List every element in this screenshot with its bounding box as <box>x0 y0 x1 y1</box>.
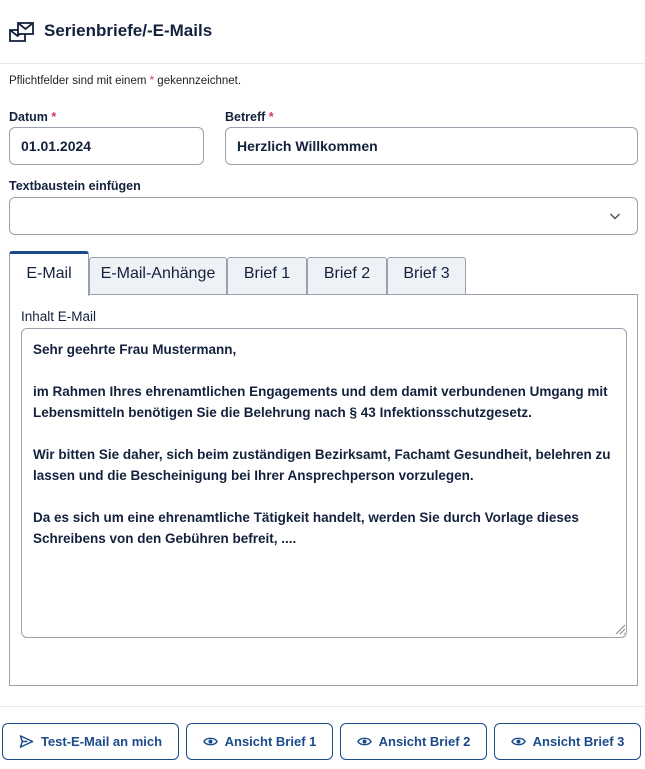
send-icon <box>19 734 34 749</box>
test-email-button[interactable] <box>2 723 179 760</box>
subject-label-text: Betreff <box>225 110 266 124</box>
hint-text: Pflichtfelder sind mit einem <box>9 75 150 87</box>
template-select[interactable] <box>9 197 638 235</box>
mail-merge-icon <box>9 21 35 45</box>
tab-email-attachments[interactable]: E-Mail-Anhänge <box>89 257 227 295</box>
chevron-down-icon <box>609 210 621 222</box>
date-label <box>9 110 56 124</box>
subject-required-marker: * <box>268 110 274 124</box>
required-marker: * <box>149 75 155 87</box>
email-content-textarea[interactable]: Sehr geehrte Frau Mustermann, im Rahmen Ihres ehrenamtlichen Engagements und dem damit verbundenen Umgang mit Lebensmitteln benötigen Sie die Belehrung nach § 43 Infektionsschutzgesetz. Wir bitten Sie daher, sich beim zuständigen Bezirksamt, Fachamt Gesundheit, belehren zu lassen und die Bescheinigung bei Ihrer Ansprechperson vorzulegen. Da es sich um eine ehrenamtliche Tätigkeit handelt, werden Sie durch Vorlage dieses Schreibens von den Gebühren befreit, .... <box>21 328 627 638</box>
content-label: Inhalt E-Mail <box>21 309 97 324</box>
view-letter-3-button[interactable] <box>494 723 641 760</box>
tab-letter-3[interactable]: Brief 3 <box>387 257 466 295</box>
view-letter-1-label: Ansicht Brief 1 <box>224 734 317 749</box>
date-value: 01.01.2024 <box>21 138 92 154</box>
date-label-text: Datum <box>9 110 48 124</box>
test-email-label: Test-E-Mail an mich <box>40 734 163 749</box>
view-letter-2-label: Ansicht Brief 2 <box>378 734 471 749</box>
view-letter-3-label: Ansicht Brief 3 <box>532 734 625 749</box>
page-header <box>0 0 645 64</box>
subject-field[interactable] <box>225 127 638 165</box>
date-required-marker: * <box>51 110 57 124</box>
date-field[interactable] <box>9 127 204 165</box>
required-hint <box>9 75 241 87</box>
email-tab-panel <box>9 294 638 686</box>
hint-suffix: gekennzeichnet. <box>154 75 242 87</box>
eye-icon <box>357 734 372 749</box>
subject-label <box>225 110 274 124</box>
tab-email[interactable]: E-Mail <box>9 251 89 296</box>
page-title: Serienbriefe/-E-Mails <box>44 21 213 40</box>
subject-value: Herzlich Willkommen <box>237 138 378 154</box>
resize-handle-icon[interactable] <box>614 623 626 635</box>
template-label: Textbaustein einfügen <box>9 179 141 193</box>
footer-divider <box>0 706 645 707</box>
tab-letter-2[interactable]: Brief 2 <box>307 257 387 295</box>
eye-icon <box>511 734 526 749</box>
eye-icon <box>203 734 218 749</box>
tab-letter-1[interactable]: Brief 1 <box>227 257 307 295</box>
view-letter-1-button[interactable] <box>186 723 333 760</box>
view-letter-2-button[interactable] <box>340 723 487 760</box>
